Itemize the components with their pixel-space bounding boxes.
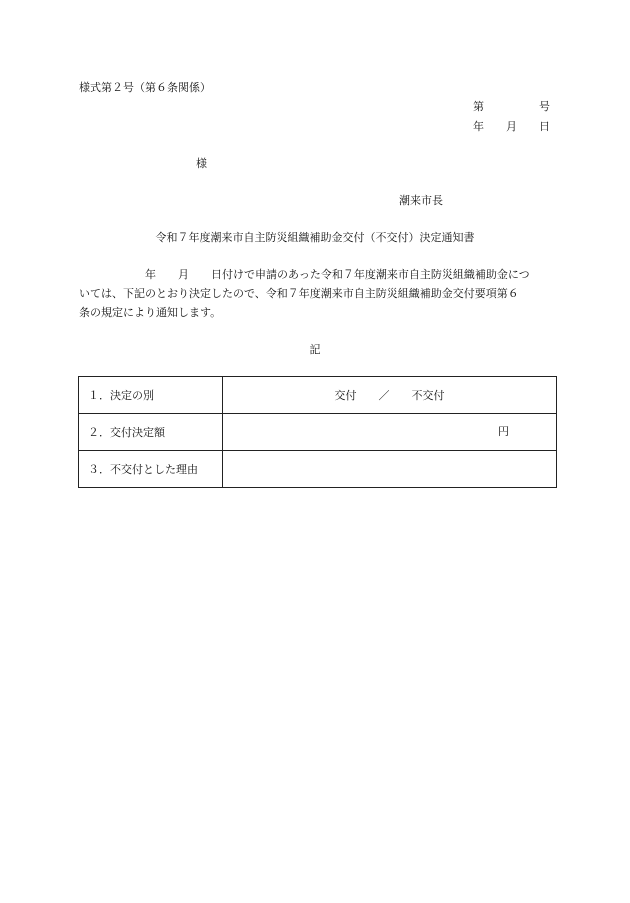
document-title: 令和７年度潮来市自主防災組織補助金交付（不交付）決定通知書 bbox=[155, 231, 475, 244]
grant-amount-label: ２．交付決定額 bbox=[79, 414, 223, 451]
rejection-reason-label: ３．不交付とした理由 bbox=[79, 451, 223, 488]
grant-amount-cell bbox=[223, 414, 557, 451]
decision-type-label: １．決定の別 bbox=[79, 377, 223, 414]
body-text-line-2: いては、下記のとおり決定したので、令和７年度潮来市自主防災組織補助金交付要項第６ bbox=[79, 287, 519, 300]
decision-type-value: 交付 ／ 不交付 bbox=[223, 377, 557, 414]
decision-table bbox=[78, 376, 557, 488]
record-mark: 記 bbox=[309, 343, 321, 356]
table-row-rejection-reason bbox=[79, 451, 557, 488]
rejection-reason-value bbox=[223, 451, 557, 488]
table-row-decision-type bbox=[79, 377, 557, 414]
yen-unit: 円 bbox=[498, 425, 509, 438]
table-row-grant-amount bbox=[79, 414, 557, 451]
document-number-line: 第 号 bbox=[473, 100, 550, 113]
form-number: 様式第２号（第６条関係） bbox=[79, 81, 211, 94]
document-date-line: 年 月 日 bbox=[473, 120, 550, 133]
issuer-name: 潮来市長 bbox=[399, 194, 443, 207]
body-text-line-3: 条の規定により通知します。 bbox=[79, 306, 222, 319]
body-text-line-1: 年 月 日付けで申請のあった令和７年度潮来市自主防災組織補助金につ bbox=[79, 268, 530, 281]
addressee-honorific: 様 bbox=[196, 157, 207, 170]
